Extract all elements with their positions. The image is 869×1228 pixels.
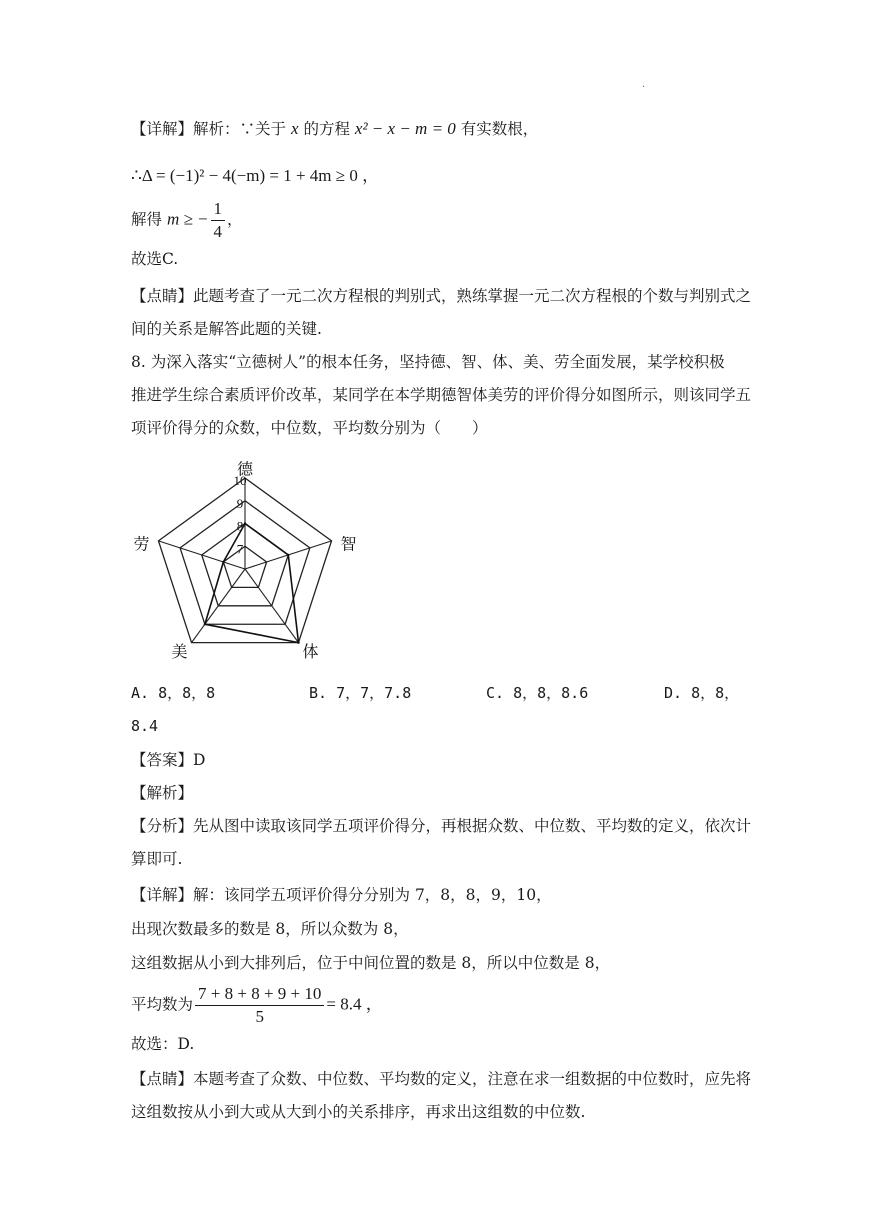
q7-solve-suffix: ， <box>227 210 243 229</box>
q8-analyze-line2: 算即可. <box>131 850 183 868</box>
q8-stem-line1: 8. 为深入落实“立德树人”的根本任务，坚持德、智、体、美、劳全面发展，某学校积极 <box>131 353 725 371</box>
q8-answer-label: 【答案】 <box>131 751 194 769</box>
radar-series <box>204 522 300 644</box>
q7-solve-line <box>131 198 243 243</box>
q8-detail-line2: 出现次数最多的数是 8，所以众数为 8， <box>131 920 409 938</box>
q8-detail-line1 <box>131 884 552 906</box>
radar-point-2 <box>297 641 299 643</box>
q8-comment-line2: 这组数按从小到大或从大到小的关系排序，再求出这组数的中位数. <box>131 1103 586 1121</box>
q7-solve-fraction <box>211 198 226 243</box>
q7-frac-num: 1 <box>211 198 226 221</box>
radar-ring-label-9: 9 <box>236 495 244 511</box>
option-d[interactable]: D. 8，8， <box>664 684 740 702</box>
q8-analysis-label: 【解析】 <box>131 784 194 802</box>
radar-ring-label-8: 8 <box>236 518 244 534</box>
q7-var-x: x <box>290 119 299 138</box>
q8-choose: 故选：D. <box>131 1035 195 1053</box>
q7-detail-text-b: 的方程 <box>303 120 350 138</box>
q8-avg-result: = 8.4 ， <box>326 994 383 1014</box>
q7-delta-line: ∴Δ = (−1)² − 4(−m) = 1 + 4m ≥ 0 ， <box>131 166 380 185</box>
q7-comment-line2: 间的关系是解答此题的关键. <box>131 320 322 338</box>
option-a[interactable]: A. 8，8，8 <box>131 684 216 702</box>
q7-frac-den: 4 <box>213 222 223 241</box>
q8-comment-text1: 本题考查了众数、中位数、平均数的定义，注意在求一组数据的中位数时，应先将 <box>193 1070 752 1088</box>
q8-answer-line <box>131 749 205 771</box>
q8-stem-line2: 推进学生综合素质评价改革，某同学在本学期德智体美劳的评价得分如图所示，则该同学五 <box>131 386 752 404</box>
page-mark: · <box>642 82 646 93</box>
radar-axis-label-4: 劳 <box>133 534 150 554</box>
radar-axis-label-0: 德 <box>236 459 254 479</box>
radar-point-3 <box>204 623 206 625</box>
q8-avg-den: 5 <box>255 1007 264 1026</box>
q7-solve-var: m ≥ − <box>166 209 209 229</box>
q8-detail-text1: 解：该同学五项评价得分分别为 7，8，8，9，10， <box>193 886 552 904</box>
q8-answer-value: D <box>193 751 206 769</box>
q7-detail-text-a: 解析：∵关于 <box>193 120 287 138</box>
q8-analyze-text1: 先从图中读取该同学五项评价得分，再根据众数、中位数、平均数的定义，依次计 <box>193 817 752 835</box>
q7-comment-text1: 此题考查了一元二次方程根的判别式，熟练掌握一元二次方程根的个数与判别式之 <box>193 287 752 305</box>
radar-ring-label-7: 7 <box>236 541 244 557</box>
q8-detail-line3: 这组数据从小到大排列后，位于中间位置的数是 8，所以中位数是 8， <box>131 954 611 972</box>
radar-point-4 <box>222 561 224 563</box>
q7-solve-prefix: 解得 <box>131 210 163 229</box>
q7-comment-line1 <box>131 285 751 307</box>
radar-axis-label-1: 智 <box>340 534 357 554</box>
q8-average-line <box>131 983 383 1028</box>
radar-ring-label-10: 10 <box>233 473 247 488</box>
option-c[interactable]: C. 8，8，8.6 <box>486 684 589 702</box>
q8-comment-line1 <box>131 1068 751 1090</box>
radar-axis-label-3: 美 <box>171 642 188 662</box>
q8-comment-label: 【点睛】 <box>131 1070 194 1088</box>
radar-point-1 <box>287 554 289 556</box>
q7-detail-text-c: 有实数根， <box>460 120 539 138</box>
q7-choose: 故选C. <box>131 250 179 268</box>
q7-equation: x² − x − m = 0 <box>354 119 456 138</box>
radar-point-0 <box>244 522 246 524</box>
radar-axis-label-2: 体 <box>302 642 319 662</box>
q7-detail-label: 【详解】 <box>131 120 194 138</box>
q8-avg-num: 7 + 8 + 8 + 9 + 10 <box>195 983 324 1006</box>
q7-comment-label: 【点睛】 <box>131 287 194 305</box>
q7-detail-line <box>131 118 538 140</box>
q8-avg-prefix: 平均数为 <box>131 995 194 1014</box>
q8-analyze-line1 <box>131 815 751 837</box>
q8-stem-line3: 项评价得分的众数，中位数，平均数分别为（ ） <box>131 419 488 437</box>
radar-chart <box>130 452 360 674</box>
q8-detail-label: 【详解】 <box>131 886 194 904</box>
q8-avg-fraction <box>195 983 324 1028</box>
option-b[interactable]: B. 7，7，7.8 <box>309 684 412 702</box>
option-d-wrap: 8.4 <box>131 717 159 735</box>
q8-analyze-label: 【分析】 <box>131 817 194 835</box>
